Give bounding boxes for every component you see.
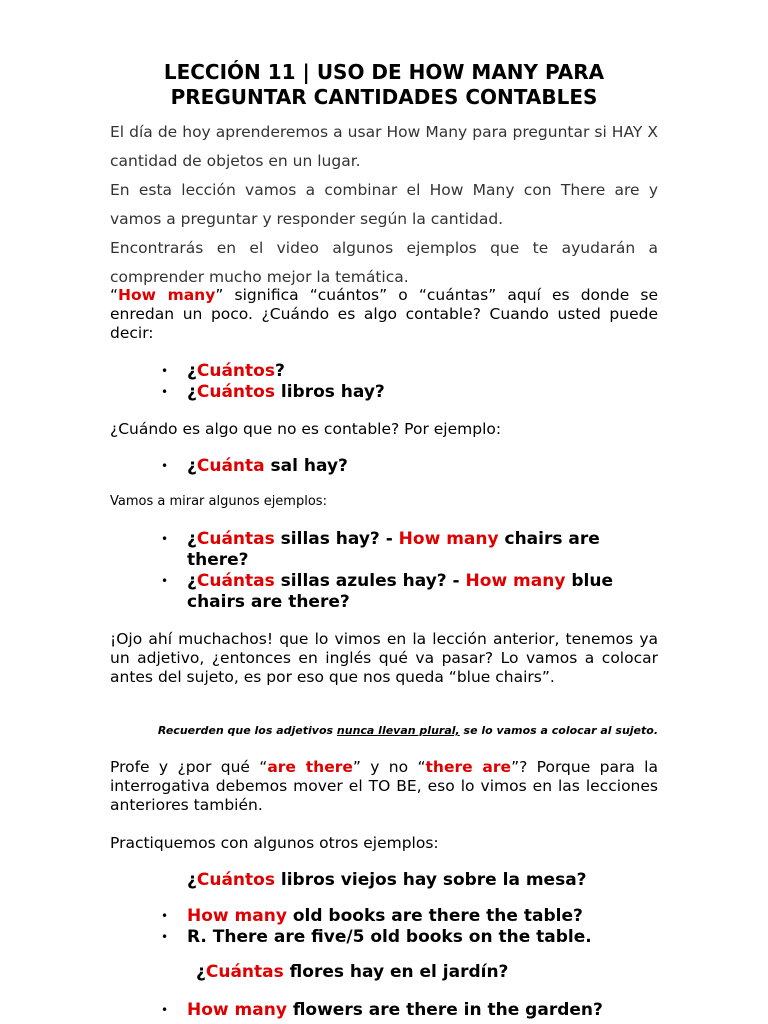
adjective-reminder: Recuerden que los adjetivos nunca llevan plural, se lo vamos a colocar al sujeto. <box>157 724 658 737</box>
definition-text: ” significa “cuántos” o “cuántas” aquí es donde se enredan un poco. ¿Cuándo es algo contable? Cuando usted puede decir: <box>110 286 658 342</box>
practice-question-2: ¿Cuántas flores hay en el jardín? <box>196 962 509 982</box>
adjective-note-paragraph: ¡Ojo ahí muchachos! que lo vimos en la lección anterior, tenemos ya un adjetivo, ¿entonces en inglés qué va pasar? Lo vamos a colocar antes del sujeto, es por eso que nos queda “blue chairs”. <box>110 630 658 686</box>
list-item: • ¿Cuántos? <box>187 361 658 382</box>
practice-intro: Practiquemos con algunos otros ejemplos: <box>110 834 439 852</box>
list-item: • ¿Cuántos libros hay? <box>187 382 658 403</box>
quote-mark: “ <box>110 286 119 304</box>
practice-list-2 <box>110 1000 658 1021</box>
uncountable-question: ¿Cuándo es algo que no es contable? Por ejemplo: <box>110 420 502 438</box>
intro-paragraph: En esta lección vamos a combinar el How Many con There are y vamos a preguntar y responder según la cantidad. <box>110 181 658 228</box>
intro-paragraph: El día de hoy aprenderemos a usar How Many para preguntar si HAY X cantidad de objetos en un lugar. <box>110 123 658 170</box>
practice-list-1 <box>110 906 658 948</box>
uncountable-list <box>110 456 658 477</box>
page-title: LECCIÓN 11 | USO DE HOW MANY PARA PREGUNTAR CANTIDADES CONTABLES <box>163 60 605 109</box>
list-item: • ¿Cuánta sal hay? <box>187 456 658 477</box>
intro-text <box>110 118 658 292</box>
examples-intro: Vamos a mirar algunos ejemplos: <box>110 494 327 509</box>
list-item: • How many flowers are there in the garden? <box>187 1000 658 1021</box>
countable-list <box>110 361 658 403</box>
highlight-how-many: How many <box>118 286 216 304</box>
list-item: • ¿Cuántas sillas azules hay? - How many blue chairs are there? <box>187 571 658 613</box>
practice-question-1: ¿Cuántos libros viejos hay sobre la mesa? <box>187 870 587 890</box>
to-be-explanation: Profe y ¿por qué “are there” y no “there are”? Porque para la interrogativa debemos mover el TO BE, eso lo vimos en las lecciones anteriores también. <box>110 758 658 814</box>
list-item: • ¿Cuántas sillas hay? - How many chairs are there? <box>187 529 658 571</box>
list-item: • How many old books are there the table? <box>187 906 658 927</box>
intro-paragraph: Encontrarás en el video algunos ejemplos que te ayudarán a comprender mucho mejor la temática. <box>110 239 658 286</box>
examples-list <box>110 529 658 613</box>
list-item: • R. There are five/5 old books on the table. <box>187 927 658 948</box>
how-many-definition <box>110 286 658 343</box>
